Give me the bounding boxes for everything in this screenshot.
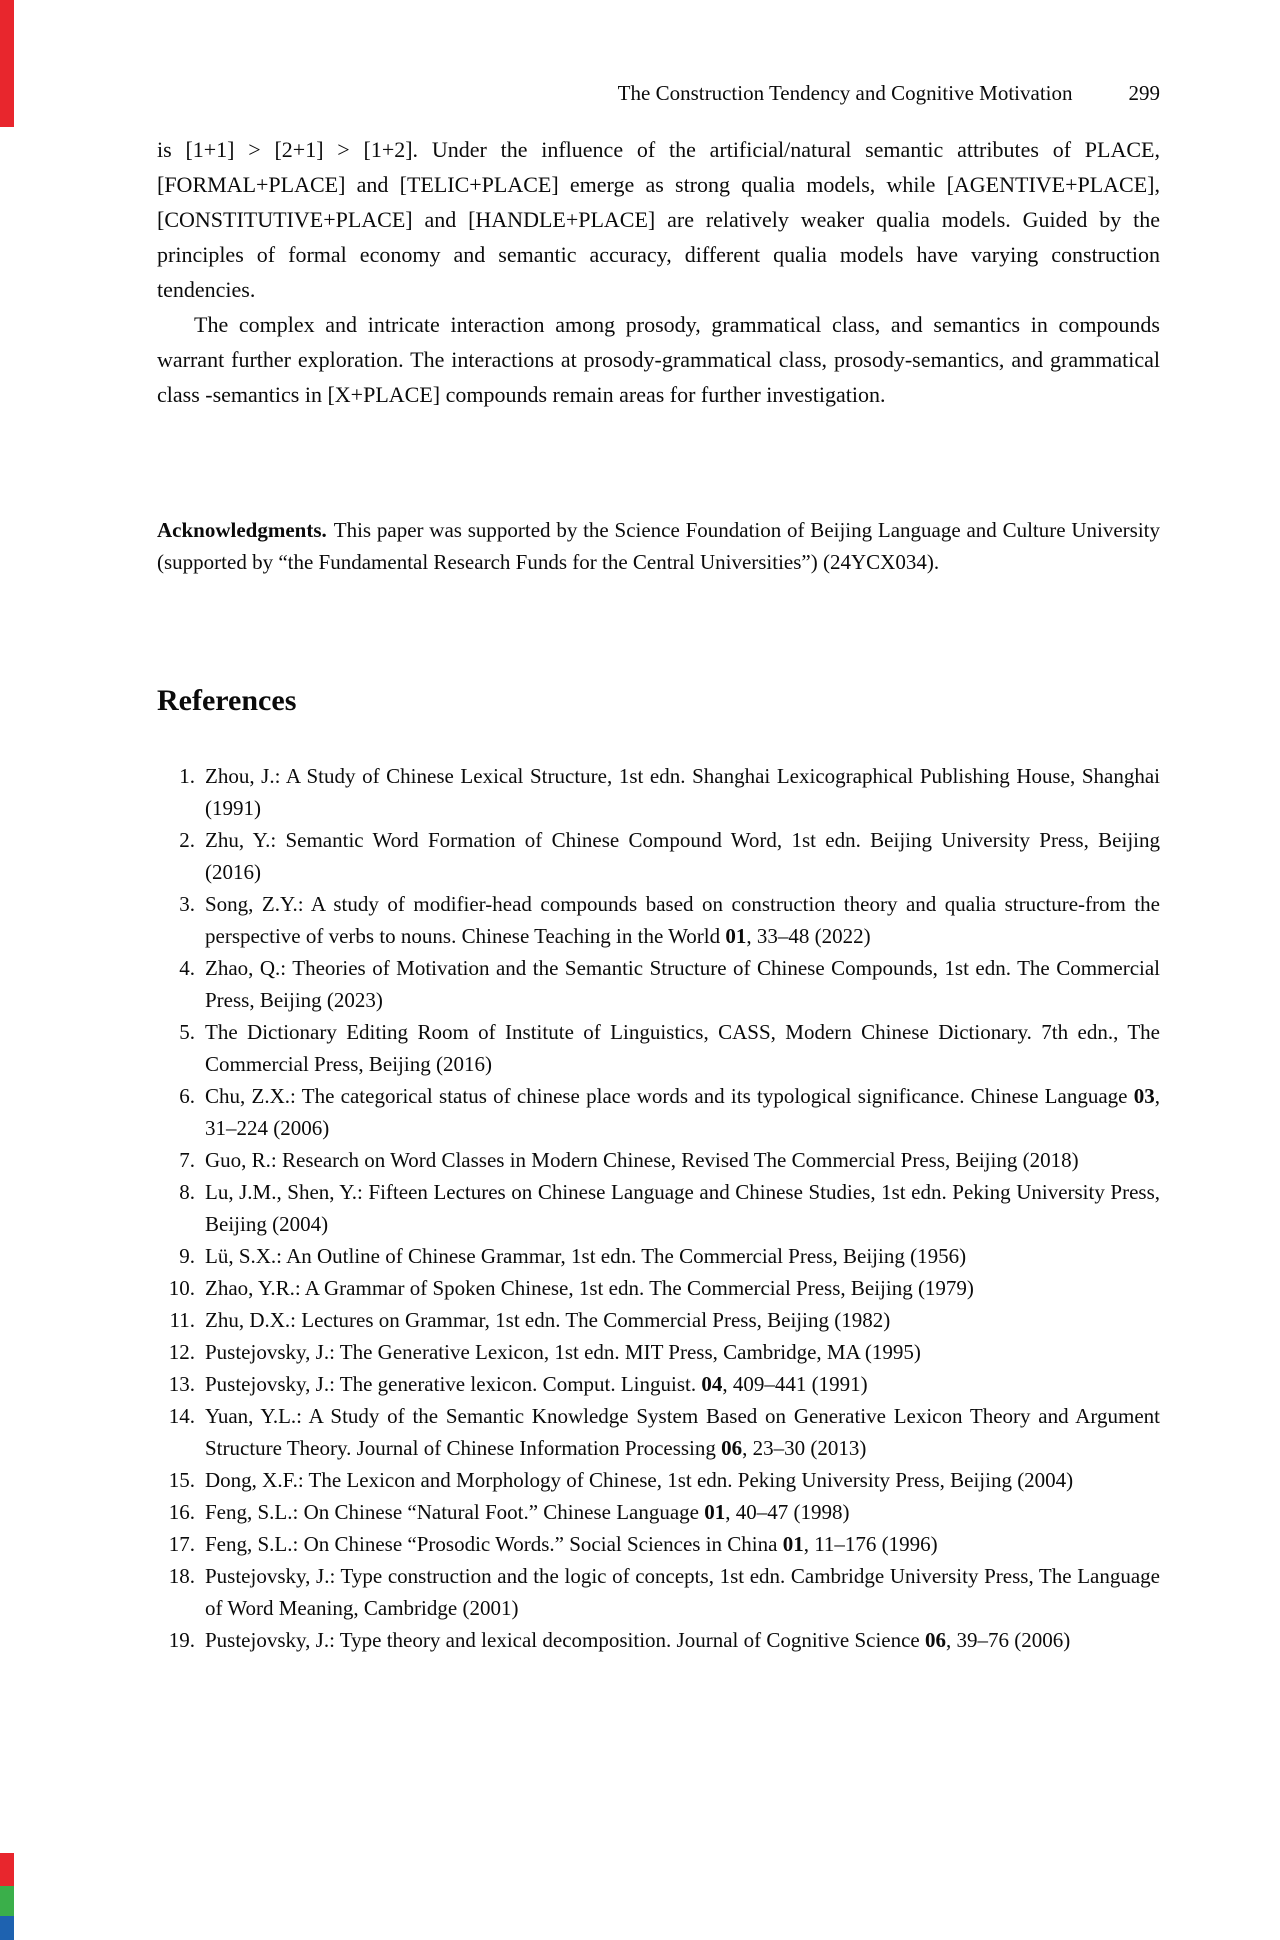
reference-number: 10. <box>168 1276 195 1300</box>
reference-number: 9. <box>179 1244 195 1268</box>
body-text <box>157 132 1160 412</box>
reference-item <box>157 1336 1160 1368</box>
reference-number: 3. <box>179 892 195 916</box>
reference-number: 16. <box>168 1500 195 1524</box>
reference-number: 11. <box>169 1308 195 1332</box>
reference-text: Yuan, Y.L.: A Study of the Semantic Knowledge System Based on Generative Lexicon Theory and Argument Structure Theory. Journal of Chinese Information Processing 06, 23–30 (2013) <box>205 1404 1160 1460</box>
reference-number: 19. <box>168 1628 195 1652</box>
reference-item <box>157 1368 1160 1400</box>
reference-text: Pustejovsky, J.: Type theory and lexical decomposition. Journal of Cognitive Science 06, 39–76 (2006) <box>205 1628 1071 1652</box>
reference-number: 17. <box>168 1532 195 1556</box>
bottom-left-blue-mark <box>0 1916 14 1940</box>
reference-number: 6. <box>179 1084 195 1108</box>
reference-number: 13. <box>168 1372 195 1396</box>
reference-number: 8. <box>179 1180 195 1204</box>
reference-text: Zhao, Y.R.: A Grammar of Spoken Chinese, 1st edn. The Commercial Press, Beijing (1979) <box>205 1276 974 1300</box>
reference-item <box>157 1624 1160 1656</box>
reference-item <box>157 1176 1160 1240</box>
reference-text: Guo, R.: Research on Word Classes in Modern Chinese, Revised The Commercial Press, Beijing (2018) <box>205 1148 1079 1172</box>
reference-item <box>157 1080 1160 1144</box>
acknowledgments-block <box>157 514 1160 578</box>
reference-text: Zhu, Y.: Semantic Word Formation of Chinese Compound Word, 1st edn. Beijing University Press, Beijing (2016) <box>205 828 1160 884</box>
paragraph: is [1+1] > [2+1] > [1+2]. Under the influence of the artificial/natural semantic attributes of PLACE, [FORMAL+PLACE] and [TELIC+PLACE] emerge as strong qualia models, while [AGENTIVE+PLACE], [CONSTITUTIVE+PLACE] and [HANDLE+PLACE] are relatively weaker qualia models. Guided by the principles of formal economy and semantic accuracy, different qualia models have varying construction tendencies. <box>157 137 1160 302</box>
reference-text: Pustejovsky, J.: The Generative Lexicon, 1st edn. MIT Press, Cambridge, MA (1995) <box>205 1340 921 1364</box>
reference-item <box>157 1496 1160 1528</box>
reference-item <box>157 1240 1160 1272</box>
reference-number: 12. <box>168 1340 195 1364</box>
reference-text: Lü, S.X.: An Outline of Chinese Grammar, 1st edn. The Commercial Press, Beijing (1956) <box>205 1244 967 1268</box>
reference-text: Lu, J.M., Shen, Y.: Fifteen Lectures on Chinese Language and Chinese Studies, 1st edn. Peking University Press, Beijing (2004) <box>205 1180 1160 1236</box>
references-heading: References <box>157 684 297 717</box>
reference-item <box>157 824 1160 888</box>
reference-item <box>157 1464 1160 1496</box>
reference-number: 2. <box>179 828 195 852</box>
reference-text: Dong, X.F.: The Lexicon and Morphology of Chinese, 1st edn. Peking University Press, Beijing (2004) <box>205 1468 1074 1492</box>
bottom-left-red-mark <box>0 1853 14 1886</box>
reference-item <box>157 1304 1160 1336</box>
top-left-red-mark <box>0 0 14 127</box>
page-number: 299 <box>1128 81 1160 105</box>
reference-text: Zhao, Q.: Theories of Motivation and the Semantic Structure of Chinese Compounds, 1st edn. The Commercial Press, Beijing (2023) <box>205 956 1160 1012</box>
reference-text: The Dictionary Editing Room of Institute of Linguistics, CASS, Modern Chinese Dictionary. 7th edn., The Commercial Press, Beijing (2016) <box>205 1020 1160 1076</box>
reference-text: Song, Z.Y.: A study of modifier-head compounds based on construction theory and qualia structure-from the perspective of verbs to nouns. Chinese Teaching in the World 01, 33–48 (2022) <box>205 892 1160 948</box>
reference-text: Pustejovsky, J.: Type construction and the logic of concepts, 1st edn. Cambridge University Press, The Language of Word Meaning, Cambridge (2001) <box>205 1564 1160 1620</box>
paragraph: The complex and intricate interaction among prosody, grammatical class, and semantics in compounds warrant further exploration. The interactions at prosody-grammatical class, prosody-semantics, and grammatical class -semantics in [X+PLACE] compounds remain areas for further investigation. <box>157 312 1160 407</box>
acknowledgments-label: Acknowledgments. <box>157 518 327 542</box>
reference-item <box>157 1144 1160 1176</box>
reference-item <box>157 1528 1160 1560</box>
reference-number: 15. <box>168 1468 195 1492</box>
acknowledgments-text: This paper was supported by the Science Foundation of Beijing Language and Culture University (supported by “the Fundamental Research Funds for the Central Universities”) (24YCX034). <box>157 518 1160 574</box>
reference-item <box>157 1560 1160 1624</box>
bottom-left-green-mark <box>0 1886 14 1916</box>
running-header <box>157 80 1160 106</box>
reference-number: 4. <box>179 956 195 980</box>
reference-number: 5. <box>179 1020 195 1044</box>
reference-text: Feng, S.L.: On Chinese “Natural Foot.” Chinese Language 01, 40–47 (1998) <box>205 1500 850 1524</box>
reference-text: Zhou, J.: A Study of Chinese Lexical Structure, 1st edn. Shanghai Lexicographical Publishing House, Shanghai (1991) <box>205 764 1160 820</box>
running-title: The Construction Tendency and Cognitive Motivation <box>617 81 1073 105</box>
reference-text: Chu, Z.X.: The categorical status of chinese place words and its typological significance. Chinese Language 03, 31–224 (2006) <box>205 1084 1160 1140</box>
reference-text: Zhu, D.X.: Lectures on Grammar, 1st edn. The Commercial Press, Beijing (1982) <box>205 1308 891 1332</box>
reference-number: 18. <box>168 1564 195 1588</box>
reference-item <box>157 1272 1160 1304</box>
reference-number: 7. <box>179 1148 195 1172</box>
reference-text: Pustejovsky, J.: The generative lexicon. Comput. Linguist. 04, 409–441 (1991) <box>205 1372 868 1396</box>
reference-item <box>157 952 1160 1016</box>
reference-number: 1. <box>179 764 195 788</box>
reference-item <box>157 760 1160 824</box>
reference-item <box>157 1400 1160 1464</box>
reference-item <box>157 888 1160 952</box>
references-list <box>157 760 1160 1656</box>
reference-text: Feng, S.L.: On Chinese “Prosodic Words.” Social Sciences in China 01, 11–176 (1996) <box>205 1532 938 1556</box>
reference-item <box>157 1016 1160 1080</box>
reference-number: 14. <box>168 1404 195 1428</box>
